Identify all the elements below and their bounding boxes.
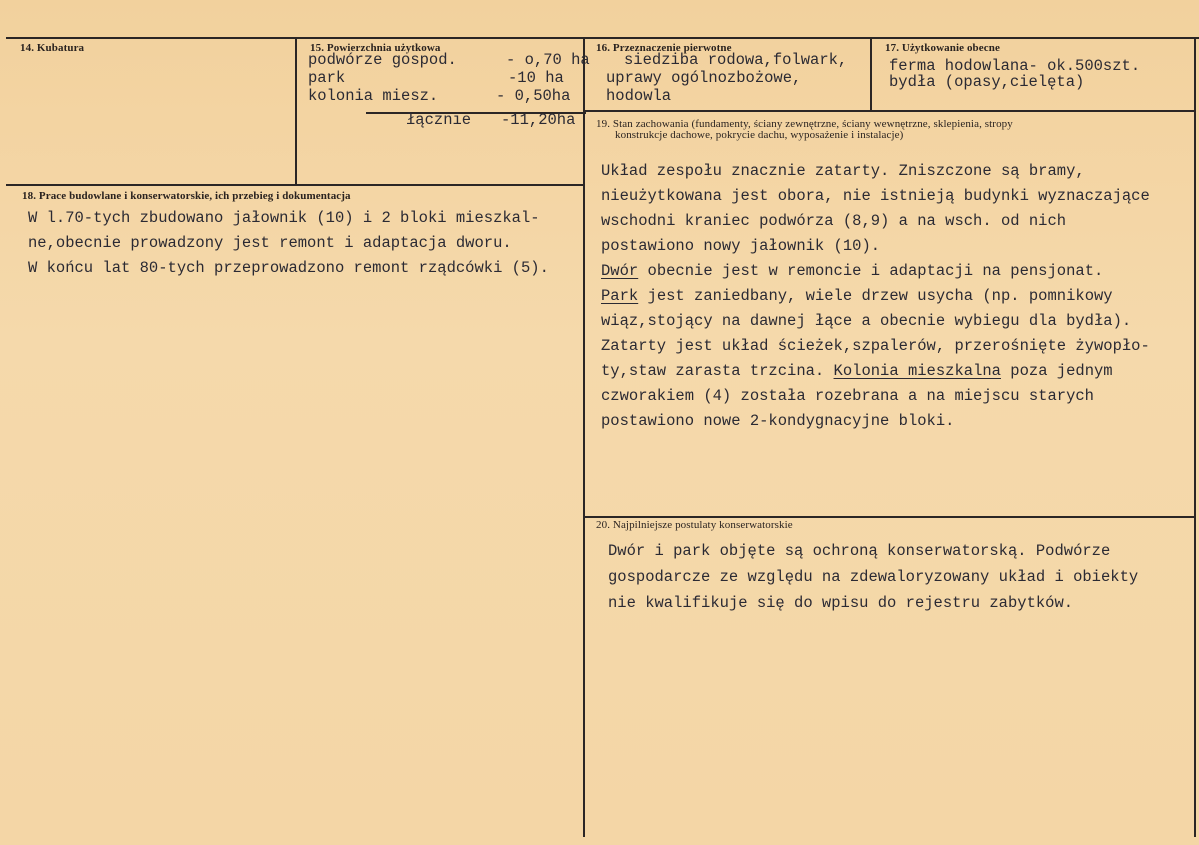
sec17-line: ferma hodowlana- ok.500szt. — [889, 57, 1141, 75]
sec19-line — [601, 284, 1113, 309]
sec17-label: 17. Użytkowanie obecne — [885, 42, 1000, 54]
sec19-label-continued: konstrukcje dachowe, pokrycie dachu, wyposażenie i instalacje) — [615, 129, 904, 141]
sec19-line-text: ty,staw zarasta trzcina. — [601, 362, 834, 380]
sec19-line: postawiono nowy jałownik (10). — [601, 237, 881, 255]
sec18-line: W l.70-tych zbudowano jałownik (10) i 2 bloki mieszkal- — [28, 209, 540, 227]
park-heading: Park — [601, 287, 639, 305]
sec14-label: 14. Kubatura — [20, 42, 85, 54]
sec19-line: nieużytkowana jest obora, nie istnieją budynki wyznaczające — [601, 187, 1150, 205]
sec20-line: nie kwalifikuje się do wpisu do rejestru zabytków. — [608, 594, 1074, 612]
sec19-line: wiąz,stojący na dawnej łące a obecnie wybiegu dla bydła). — [601, 312, 1132, 330]
sec15-row-name: kolonia miesz. — [308, 87, 439, 105]
sec20-line: Dwór i park objęte są ochroną konserwatorską. Podwórze — [608, 542, 1111, 560]
sec16-line: siedziba rodowa,folwark, — [624, 51, 848, 69]
sec15-row-value: -10 ha — [508, 69, 564, 87]
sec18-line: W końcu lat 80-tych przeprowadzono remont rządcówki (5). — [28, 259, 549, 277]
sec19-line-text: obecnie jest w remoncie i adaptacji na pensjonat. — [638, 262, 1104, 280]
sec15-total-name: łącznie — [406, 111, 472, 129]
sec19-line — [601, 259, 1103, 284]
sec15-row-name: park — [308, 69, 346, 87]
sec17-line: bydła (opasy,cielęta) — [889, 73, 1085, 91]
sec19-line-text: poza jednym — [1000, 362, 1113, 380]
sec15-label: 15. Powierzchnia użytkowa — [310, 42, 441, 54]
top-border-line — [6, 37, 1199, 39]
sec18-label: 18. Prace budowlane i konserwatorskie, ich przebieg i dokumentacja — [22, 190, 351, 202]
sec15-row-name: podwórze gospod. — [308, 51, 457, 69]
sec19-line: czworakiem (4) została rozebrana a na miejscu starych — [601, 387, 1094, 405]
sec19-line: Zatarty jest układ ścieżek,szpalerów, przerośnięte żywopło- — [601, 337, 1150, 355]
col-divider-14-15 — [295, 37, 297, 185]
sec19-line: postawiono nowe 2-kondygnacyjne bloki. — [601, 412, 955, 430]
sec15-row-value: - 0,50ha — [496, 87, 571, 105]
sec18-line: ne,obecnie prowadzony jest remont i adaptacja dworu. — [28, 234, 512, 252]
sec20-line: gospodarcze ze względu na zdewaloryzowany układ i obiekty — [608, 568, 1139, 586]
col-divider-main — [583, 37, 585, 837]
sec19-label: 19. Stan zachowania (fundamenty, ściany zewnętrzne, ściany wewnętrzne, sklepienia, stropy — [596, 118, 1013, 130]
sec15-row-value: - o,70 ha — [506, 51, 590, 69]
sec16-label: 16. Przeznaczenie pierwotne — [596, 42, 732, 54]
dwor-heading: Dwór — [601, 262, 639, 280]
sec19-top-rule — [584, 110, 1194, 112]
sec19-line: Układ zespołu znacznie zatarty. Zniszczone są bramy, — [601, 162, 1085, 180]
sec16-line: uprawy ogólnozbożowe, — [606, 69, 802, 87]
sec20-top-rule — [584, 516, 1195, 518]
sec19-line — [601, 359, 1113, 384]
sec16-line: hodowla — [606, 87, 672, 105]
sec15-total-value: -11,20ha — [501, 111, 576, 129]
right-border-line — [1194, 37, 1196, 837]
kolonia-heading: Kolonia mieszkalna — [833, 362, 1001, 380]
sec19-line: wschodni kraniec podwórza (8,9) a na wsch. od nich — [601, 212, 1067, 230]
sec20-label: 20. Najpilniejsze postulaty konserwatorskie — [596, 519, 793, 531]
col-divider-16-17 — [870, 37, 872, 111]
sec19-line-text: jest zaniedbany, wiele drzew usycha (np. pomnikowy — [638, 287, 1113, 305]
